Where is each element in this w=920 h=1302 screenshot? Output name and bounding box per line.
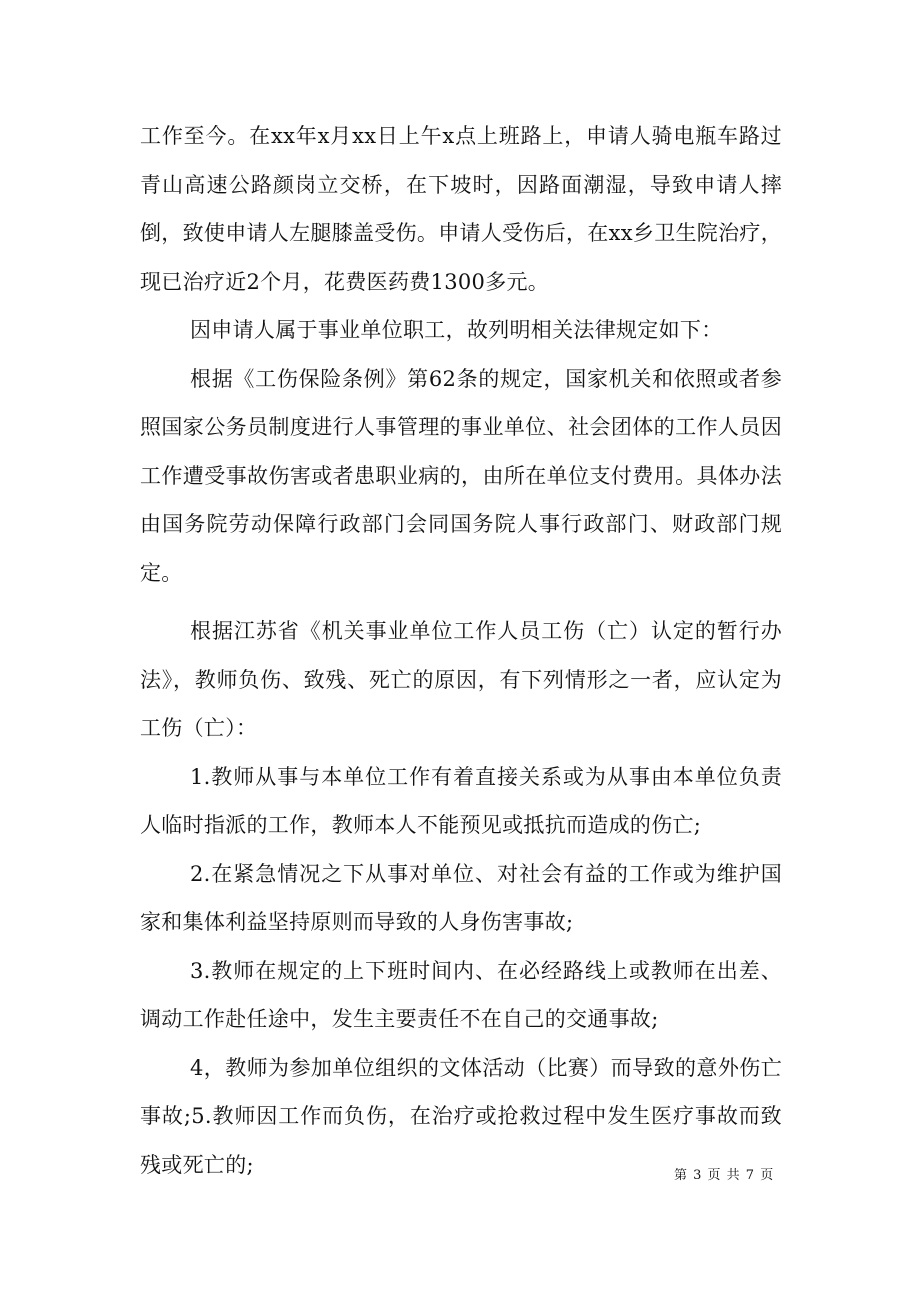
document-body [140,112,782,1189]
paragraph-incident-description: 工作至今。在xx年x月xx日上午x点上班路上，申请人骑电瓶车路过青山高速公路颜岗立交桥，在下坡时，因路面潮湿，导致申请人摔倒，致使申请人左腿膝盖受伤。申请人受伤后，在xx乡卫生院治疗，现已治疗近2个月，花费医药费1300多元。 [140,124,782,294]
list-item-4-5: 4，教师为参加单位组织的文体活动（比赛）而导致的意外伤亡事故;5.教师因工作而负伤，在治疗或抢救过程中发生医疗事故而致残或死亡的; [140,1055,782,1177]
page-number-footer: 第 3 页 共 7 页 [674,1168,775,1183]
paragraph-regulation-62: 根据《工伤保险条例》第62条的规定，国家机关和依照或者参照国家公务员制度进行人事管理的事业单位、社会团体的工作人员因工作遭受事故伤害或者患职业病的，由所在单位支付费用。具体办法由国务院劳动保障行政部门会同国务院人事行政部门、财政部门规定。 [140,366,782,585]
paragraph-jiangsu-measures: 根据江苏省《机关事业单位工作人员工伤（亡）认定的暂行办法》，教师负伤、致残、死亡的原因，有下列情形之一者，应认定为工伤（亡）： [140,619,782,740]
list-item-2: 2.在紧急情况之下从事对单位、对社会有益的工作或为维护国家和集体利益坚持原则而导致的人身伤害事故; [140,861,782,934]
list-item-3: 3.教师在规定的上下班时间内、在必经路线上或教师在出差、调动工作赴任途中，发生主要责任不在自己的交通事故; [140,958,782,1031]
list-item-1: 1.教师从事与本单位工作有着直接关系或为从事由本单位负责人临时指派的工作，教师本人不能预见或抵抗而造成的伤亡; [140,764,782,837]
paragraph-legal-intro: 因申请人属于事业单位职工，故列明相关法律规定如下： [190,318,723,342]
